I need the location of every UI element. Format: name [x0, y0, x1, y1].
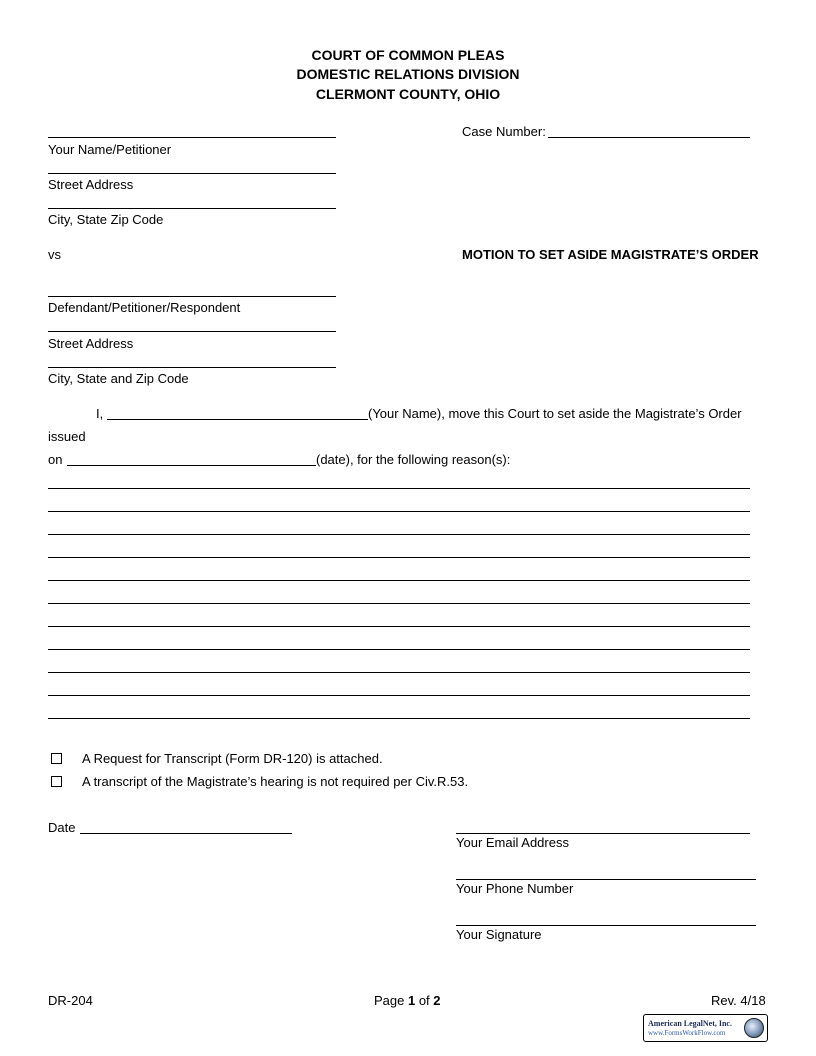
- county-name: CLERMONT COUNTY, OHIO: [315, 86, 501, 102]
- reason-line[interactable]: [48, 718, 750, 719]
- phone-label: Your Phone Number: [456, 881, 574, 896]
- page-total: 2: [433, 993, 441, 1008]
- petitioner-name-label: Your Name/Petitioner: [48, 142, 172, 157]
- american-legalnet-logo: [643, 1014, 768, 1042]
- defendant-street-label: Street Address: [48, 336, 134, 351]
- transcript-request-checkbox[interactable]: [51, 753, 62, 764]
- defendant-name-label: Defendant/Petitioner/Respondent: [48, 300, 241, 315]
- transcript-request-label: A Request for Transcript (Form DR-120) is attached.: [82, 751, 383, 766]
- reason-line[interactable]: [48, 626, 750, 627]
- defendant-name-input[interactable]: [48, 296, 336, 297]
- defendant-street-input[interactable]: [48, 331, 336, 332]
- statement-issued: issued: [48, 429, 86, 444]
- versus-label: vs: [48, 247, 61, 262]
- date-input[interactable]: [80, 833, 292, 834]
- logo-url: www.FormsWorkFlow.com: [648, 1029, 726, 1037]
- email-label: Your Email Address: [456, 835, 569, 850]
- petitioner-street-label: Street Address: [48, 177, 134, 192]
- reason-line[interactable]: [48, 580, 750, 581]
- signature-label: Your Signature: [456, 927, 542, 942]
- transcript-not-required-checkbox[interactable]: [51, 776, 62, 787]
- petitioner-city-input[interactable]: [48, 208, 336, 209]
- defendant-city-input[interactable]: [48, 367, 336, 368]
- statement-i: I,: [96, 406, 104, 421]
- statement-on: on: [48, 452, 63, 467]
- phone-input[interactable]: [456, 879, 756, 880]
- reason-line[interactable]: [48, 672, 750, 673]
- reason-line[interactable]: [48, 695, 750, 696]
- signature-input[interactable]: [456, 925, 756, 926]
- case-number-label: Case Number:: [462, 124, 546, 139]
- division-name: DOMESTIC RELATIONS DIVISION: [296, 66, 520, 82]
- reason-line[interactable]: [48, 534, 750, 535]
- page-current: 1: [407, 993, 416, 1008]
- your-name-input[interactable]: [107, 419, 368, 420]
- reason-line[interactable]: [48, 488, 750, 489]
- reason-line[interactable]: [48, 511, 750, 512]
- form-id: DR-204: [48, 993, 93, 1008]
- date-label: Date: [48, 820, 76, 835]
- page-of: of: [415, 993, 434, 1008]
- petitioner-name-input[interactable]: [48, 137, 336, 138]
- statement-name-suffix: (Your Name), move this Court to set aside the Magistrate’s Order: [368, 406, 742, 421]
- globe-icon: [744, 1018, 764, 1038]
- page-indicator: [374, 993, 441, 1008]
- email-input[interactable]: [456, 833, 750, 834]
- motion-title: MOTION TO SET ASIDE MAGISTRATE’S ORDER: [462, 247, 759, 262]
- page-prefix: Page: [374, 993, 408, 1008]
- petitioner-city-label: City, State Zip Code: [48, 212, 164, 227]
- reason-line[interactable]: [48, 649, 750, 650]
- logo-company: American LegalNet, Inc.: [648, 1019, 732, 1028]
- transcript-not-required-label: A transcript of the Magistrate’s hearing is not required per Civ.R.53.: [82, 774, 469, 789]
- defendant-city-label: City, State and Zip Code: [48, 371, 189, 386]
- reason-line[interactable]: [48, 603, 750, 604]
- revision-label: Rev. 4/18: [711, 993, 766, 1008]
- case-number-input[interactable]: [548, 137, 750, 138]
- statement-date-suffix: (date), for the following reason(s):: [316, 452, 511, 467]
- order-date-input[interactable]: [67, 465, 316, 466]
- reason-line[interactable]: [48, 557, 750, 558]
- petitioner-street-input[interactable]: [48, 173, 336, 174]
- court-name: COURT OF COMMON PLEAS: [311, 47, 505, 63]
